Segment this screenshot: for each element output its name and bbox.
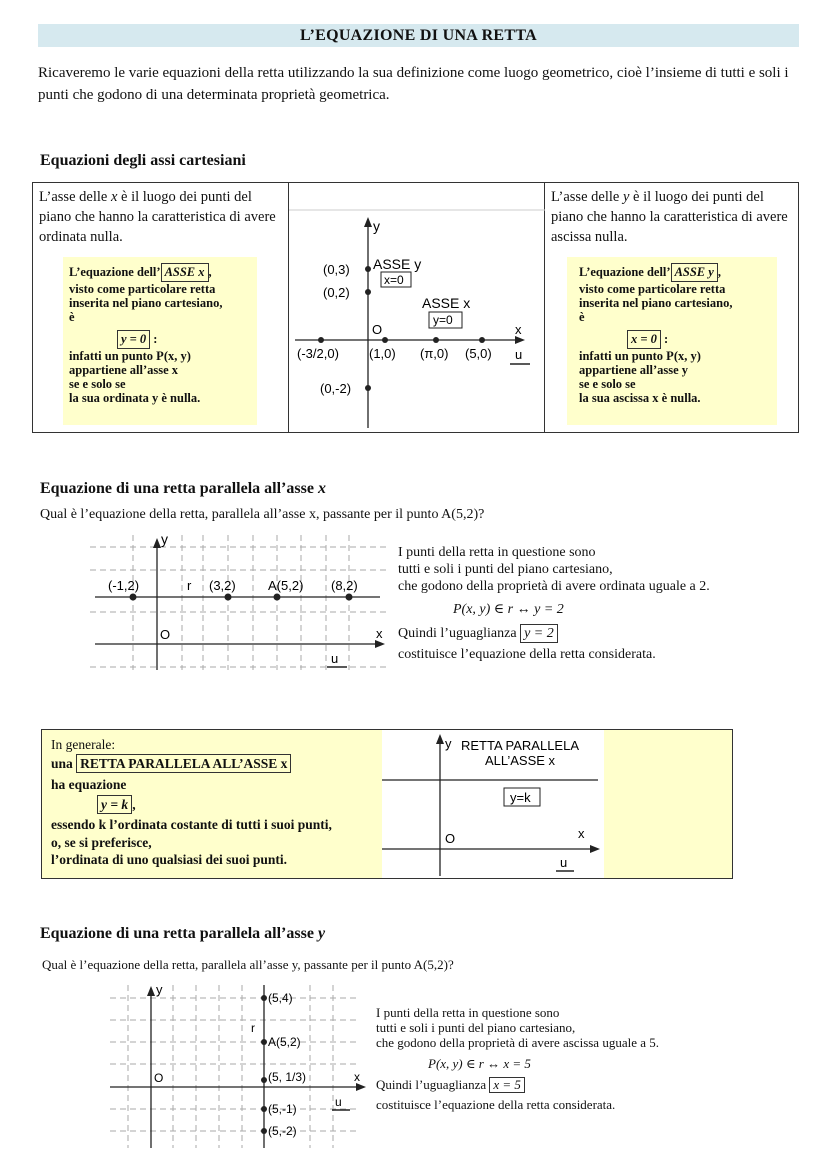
y-k-label: y=k — [510, 790, 531, 805]
point-pi-0-label: (π,0) — [420, 346, 449, 361]
axes-table — [32, 182, 799, 433]
asse-y-figure-label: ASSE y — [373, 256, 422, 272]
grid — [110, 985, 360, 1148]
axes-figure — [289, 183, 545, 432]
point-0-3-label: (0,3) — [323, 262, 350, 277]
origin-label: O — [445, 831, 456, 846]
point-5-third — [261, 1077, 267, 1083]
point-5-0 — [479, 337, 485, 343]
y-axis-cell — [545, 183, 799, 432]
x-axis-arrow — [515, 336, 525, 344]
point-a-5-2-label: A(5,2) — [268, 578, 304, 593]
asse-x-figure-label: ASSE x — [422, 295, 471, 311]
y0-label: y=0 — [433, 313, 453, 327]
x-axis-label: x — [354, 1070, 360, 1084]
unit-label: u — [331, 651, 339, 666]
asse-y-label: ASSE y — [671, 263, 718, 282]
x-axis-equation-box: L’equazione dell’ ASSE x , visto come particolare retta inserita nel piano cartesiano, è y = 0 : infatti un punto P(x, y) appartiene all’asse x se e solo se la sua ordinata y è nulla. — [63, 257, 257, 425]
figure-title-line-1: RETTA PARALLELA — [460, 738, 580, 753]
unit-label: u — [515, 347, 523, 362]
y-axis-arrow — [436, 734, 444, 744]
y-axis-label: y — [373, 218, 380, 234]
parallel-x-heading: Equazione di una retta parallela all’asse x — [40, 480, 326, 497]
x-axis-arrow — [375, 640, 385, 648]
point-neg3half-0 — [318, 337, 324, 343]
point-a-5-2 — [274, 594, 281, 601]
y-axis-arrow — [364, 217, 372, 227]
figure-title-line-2: ALL’ASSE x — [484, 753, 556, 768]
point-0-neg2 — [365, 385, 371, 391]
r-label: r — [251, 1021, 255, 1035]
asse-x-label: ASSE x — [161, 263, 209, 282]
parallel-y-equation: x = 5 — [489, 1077, 525, 1093]
general-figure — [382, 730, 604, 878]
point-1-0-label: (1,0) — [369, 346, 396, 361]
x-axis-definition: L’asse delle x è il luogo dei punti del piano che hanno la caratteristica di avere ordinata nulla. — [39, 189, 276, 245]
parallel-y-question: Qual è l’equazione della retta, parallela all’asse y, passante per il punto A(5,2)? — [42, 957, 454, 972]
point-8-2-label: (8,2) — [331, 578, 358, 593]
point-0-2 — [365, 289, 371, 295]
unit-label: u — [335, 1095, 342, 1109]
point-3-2 — [225, 594, 232, 601]
general-box — [41, 729, 733, 879]
point-5-neg2-label: (5,-2) — [268, 1124, 297, 1138]
r-label: r — [187, 578, 192, 593]
x0-label: x=0 — [384, 273, 404, 287]
parallel-y-figure — [110, 980, 370, 1150]
point-neg1-2 — [130, 594, 137, 601]
point-0-2-label: (0,2) — [323, 285, 350, 300]
x-axis-label: x — [515, 322, 522, 337]
parallel-y-explanation: I punti della retta in questione sono tutti e soli i punti del piano cartesiano, che godono della proprietà di avere ascissa uguale a 5. P(x, y) ∈ r ↔ x = 5 Quindi l’uguaglianza x = 5 costituisce l’equazione della retta considerata. — [376, 1005, 796, 1112]
parallel-x-equation: y = 2 — [520, 624, 558, 643]
parallel-x-formula: P(x, y) ∈ r ↔ y = 2 — [453, 602, 564, 617]
x-axis-label: x — [578, 826, 585, 841]
parallel-x-figure — [90, 530, 390, 670]
point-a-5-2 — [261, 1039, 267, 1045]
origin-label: O — [372, 322, 383, 337]
point-neg3half-0-label: (-3/2,0) — [297, 346, 339, 361]
y-axis-equation: x = 0 — [627, 330, 661, 349]
y-axis-label: y — [156, 982, 163, 997]
point-5-neg2 — [261, 1128, 267, 1134]
general-text: In generale: una RETTA PARALLELA ALL’ASSE x ha equazione y = k , essendo k l’ordinata costante di tutti i suoi punti, o, se si preferisce, l’ordinata di uno qualsiasi dei suoi punti. — [51, 737, 332, 867]
general-label: RETTA PARALLELA ALL’ASSE x — [76, 754, 291, 773]
point-5-neg1-label: (5,-1) — [268, 1102, 297, 1116]
y-axis-equation-box: L’equazione dell’ ASSE y , visto come particolare retta inserita nel piano cartesiano, è x = 0 : infatti un punto P(x, y) appartiene all’asse y se e solo se la sua ascissa x è nulla. — [567, 257, 777, 425]
origin-label: O — [160, 627, 171, 642]
point-a-5-2-label: A(5,2) — [268, 1035, 301, 1049]
y-axis-label: y — [161, 531, 168, 547]
point-pi-0 — [433, 337, 439, 343]
point-3-2-label: (3,2) — [209, 578, 236, 593]
parallel-y-formula: P(x, y) ∈ r ↔ x = 5 — [428, 1056, 531, 1071]
point-5-0-label: (5,0) — [465, 346, 492, 361]
general-equation: y = k — [97, 795, 132, 814]
point-5-neg1 — [261, 1106, 267, 1112]
y-axis-label: y — [445, 736, 452, 751]
point-5-4-label: (5,4) — [268, 991, 293, 1005]
point-5-4 — [261, 995, 267, 1001]
axes-figure-cell — [289, 183, 545, 432]
x-axis-label: x — [376, 626, 383, 641]
parallel-x-question: Qual è l’equazione della retta, parallela all’asse x, passante per il punto A(5,2)? — [40, 507, 485, 522]
point-0-neg2-label: (0,-2) — [320, 381, 352, 396]
point-0-3 — [365, 266, 371, 272]
point-1-0 — [382, 337, 388, 343]
y-axis-arrow — [147, 986, 155, 996]
point-8-2 — [346, 594, 353, 601]
point-5-third-label: (5, 1/3) — [268, 1070, 307, 1084]
parallel-x-explanation: I punti della retta in questione sono tutti e soli i punti del piano cartesiano, che godono della proprietà di avere ordinata uguale a 2. P(x, y) ∈ r ↔ y = 2 Quindi l’uguaglianza y = 2 costituisce l’equazione della retta considerata. — [398, 544, 798, 663]
page-title: L’EQUAZIONE DI UNA RETTA — [38, 24, 799, 47]
origin-label: O — [154, 1071, 164, 1085]
x-axis-arrow — [590, 845, 600, 853]
point-neg1-2-label: (-1,2) — [108, 578, 140, 593]
x-axis-equation: y = 0 — [117, 330, 150, 349]
grid — [90, 535, 390, 670]
unit-label: u — [560, 855, 568, 870]
y-axis-arrow — [153, 538, 161, 548]
x-axis-cell — [33, 183, 289, 432]
y-axis-definition: L’asse delle y è il luogo dei punti del piano che hanno la caratteristica di avere ascissa nulla. — [551, 189, 788, 245]
axes-heading: Equazioni degli assi cartesiani — [40, 152, 246, 169]
x-axis-arrow — [356, 1083, 366, 1091]
intro-paragraph: Ricaveremo le varie equazioni della retta utilizzando la sua definizione come luogo geometrico, cioè l’insieme di tutti e soli i punti che godono di una determinata proprietà geometrica. — [38, 65, 789, 103]
parallel-y-heading: Equazione di una retta parallela all’asse y — [40, 925, 326, 942]
